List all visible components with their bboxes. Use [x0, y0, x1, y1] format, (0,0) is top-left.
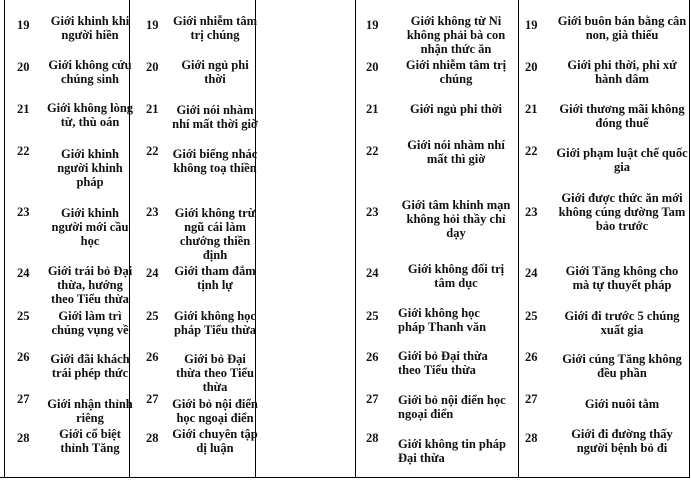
row-number: 22	[366, 144, 379, 158]
row-number: 20	[146, 60, 159, 74]
row-number: 27	[525, 392, 538, 406]
row-number: 20	[366, 60, 379, 74]
row-number: 19	[366, 18, 379, 32]
row-number: 19	[17, 18, 30, 32]
rule-text: Giới bỏ nội điển học ngoại điển	[172, 397, 258, 425]
rule-text: Giới bỏ Đại thừa theo Tiểu thừa	[176, 352, 254, 394]
row-number: 28	[525, 431, 538, 445]
row-number: 22	[525, 144, 538, 158]
row-number: 27	[17, 392, 30, 406]
rule-text: Giới đi trước 5 chúng xuất gia	[564, 309, 680, 337]
rule-text: Giới không từ Ni không phải bà con nhận thức ăn	[406, 14, 506, 56]
row-number: 23	[525, 205, 538, 219]
row-number: 22	[17, 144, 30, 158]
rule-text: Giới không đối trị tâm dục	[407, 262, 505, 290]
row-number: 21	[366, 102, 379, 116]
row-number: 22	[146, 144, 159, 158]
rule-text: Giới đãi khách trái phép thức	[50, 352, 130, 380]
table-border-right	[689, 0, 690, 477]
rule-text: Giới biếng nhác không toạ thiền	[172, 147, 258, 175]
rule-text: Giới không học pháp Thanh văn	[398, 306, 487, 334]
rule-text: Giới khinh khi người hiền	[50, 14, 130, 42]
row-number: 25	[366, 309, 379, 323]
rule-text: Giới được thức ăn mới không cúng dường Tam bảo trước	[558, 191, 686, 233]
row-number: 23	[366, 205, 379, 219]
rule-text: Giới không cứu chúng sinh	[48, 58, 132, 86]
rule-text: Giới phi thời, phi xứ hành dâm	[567, 58, 677, 86]
row-number: 24	[17, 266, 30, 280]
rule-text: Giới tâm khinh mạn không hỏi thầy chỉ dạy	[401, 198, 511, 240]
row-number: 27	[146, 392, 159, 406]
row-number: 21	[17, 102, 30, 116]
row-number: 25	[525, 309, 538, 323]
row-number: 20	[17, 60, 30, 74]
rule-text: Giới khinh người khinh pháp	[57, 147, 123, 189]
rule-text: Giới nhiễm tâm trị chúng	[405, 58, 507, 86]
row-number: 27	[366, 392, 379, 406]
column-divider	[355, 0, 356, 477]
rule-text: Giới làm trì chúng vụng về	[51, 309, 129, 337]
row-number: 28	[366, 431, 379, 445]
rule-text: Giới phạm luật chế quốc gia	[556, 146, 688, 174]
row-number: 26	[366, 350, 379, 364]
rule-text: Giới không lòng từ, thù oán	[46, 101, 134, 129]
row-number: 20	[525, 60, 538, 74]
rule-text: Giới nuôi tằm	[584, 397, 660, 411]
row-number: 25	[17, 309, 30, 323]
rule-text: Giới không trừ ngũ cái làm chướng thiền định	[174, 206, 256, 262]
rule-text: Giới buôn bán bằng cân non, già thiếu	[557, 14, 687, 42]
row-number: 28	[146, 431, 159, 445]
row-number: 28	[17, 431, 30, 445]
table-border-left	[4, 0, 5, 477]
rule-text: Giới ngủ phi thời	[409, 102, 502, 116]
rule-text: Giới bỏ nội điển học ngoại điển	[398, 393, 506, 421]
rule-text: Giới cổ biệt thỉnh Tăng	[59, 427, 121, 455]
table-border-bottom	[0, 477, 690, 478]
rule-text: Giới nói nhàm nhí mất thì giờ	[407, 138, 505, 166]
column-divider	[518, 0, 519, 477]
row-number: 23	[146, 205, 159, 219]
rule-text: Giới bỏ Đại thừa theo Tiểu thừa	[398, 349, 488, 377]
rule-text: Giới ngủ phi thời	[181, 58, 249, 86]
row-number: 26	[146, 350, 159, 364]
rule-text: Giới nhận thỉnh riêng	[47, 397, 133, 425]
row-number: 25	[146, 309, 159, 323]
row-number: 21	[525, 102, 538, 116]
row-number: 19	[146, 18, 159, 32]
rule-text: Giới chuyên tập dị luận	[172, 427, 258, 455]
row-number: 24	[525, 266, 538, 280]
rule-text: Giới khinh người mới cầu học	[51, 206, 129, 248]
row-number: 19	[525, 18, 538, 32]
rule-text: Giới thương mãi không đóng thuế	[559, 102, 685, 130]
row-number: 26	[17, 350, 30, 364]
rule-text: Giới trái bỏ Đại thừa, hướng theo Tiểu thừa	[47, 264, 133, 306]
rule-text: Giới nhiễm tâm trị chúng	[172, 14, 257, 42]
row-number: 24	[366, 266, 379, 280]
rule-text: Giới không tin pháp Đại thừa	[398, 437, 507, 465]
row-number: 24	[146, 266, 159, 280]
rule-text: Giới nói nhàm nhí mất thời giờ	[172, 103, 258, 131]
row-number: 23	[17, 205, 30, 219]
rule-text: Giới không học pháp Tiểu thừa	[173, 309, 257, 337]
row-number: 21	[146, 102, 159, 116]
row-number: 26	[525, 350, 538, 364]
rule-text: Giới Tăng không cho mà tự thuyết pháp	[565, 264, 679, 292]
rule-text: Giới đi đường thấy người bệnh bỏ đi	[571, 427, 673, 455]
rule-text: Giới tham đắm tịnh lự	[174, 264, 256, 292]
rule-text: Giới cúng Tăng không đều phần	[562, 352, 682, 380]
